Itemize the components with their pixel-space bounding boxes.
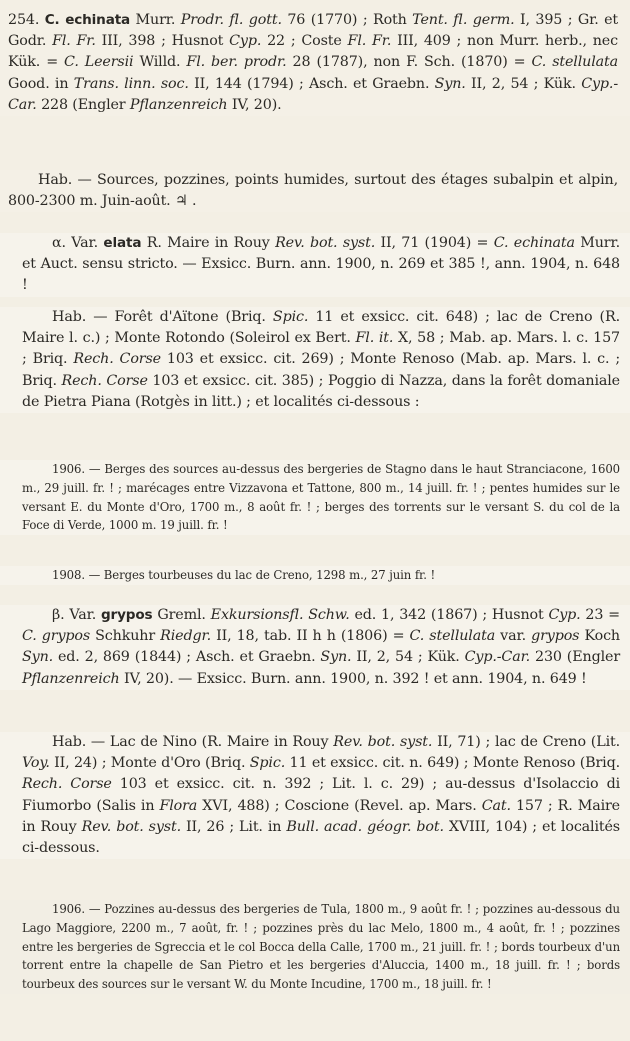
text-fragment: Rev. bot. syst.: [275, 235, 376, 251]
paragraph-habB: [0, 732, 630, 859]
text-fragment: Cyp.-Car.: [8, 75, 618, 113]
text-fragment: C. echinata: [493, 235, 575, 251]
text-fragment: Tent. fl. germ.: [412, 12, 515, 28]
text-fragment: Pflanzenreich: [22, 670, 120, 687]
text-fragment: Murr. et Auct. sensu stricto. — Exsicc. Burn. ann. 1900, n. 269 et 385 !, ann. 1904, n. 648 !: [22, 235, 620, 294]
text-fragment: Syn.: [22, 649, 54, 666]
text-fragment: Koch: [579, 628, 620, 645]
text-fragment: Hab. — Forêt d'Aïtone (Briq.: [52, 309, 273, 325]
text-fragment: Rech. Corse: [61, 372, 148, 389]
text-fragment: Fl. it.: [355, 330, 394, 347]
paragraph-loc1908: [0, 566, 630, 585]
text-fragment: 28 (1787), non F. Sch. (1870) =: [286, 54, 532, 71]
text-fragment: 103 et exsicc. cit. 385) ; Poggio di Nazza, dans la forêt domaniale de Pietra Piana (Rotgès in litt.) ; et localités ci-dessous :: [22, 372, 620, 410]
text-fragment: XVI, 488) ; Coscione (Revel. ap. Mars.: [197, 797, 482, 814]
text-fragment: Exkursionsfl. Schw.: [210, 607, 350, 623]
text-fragment: Rev. bot. syst.: [81, 818, 181, 835]
text-fragment: 254.: [8, 12, 45, 28]
text-fragment: Syn.: [434, 75, 466, 92]
paragraph-loc1906a: [0, 460, 630, 535]
text-fragment: Rev. bot. syst.: [333, 734, 433, 750]
paragraph-habA: [0, 307, 630, 413]
text-fragment: Cyp.: [548, 607, 581, 623]
text-fragment: 76 (1770) ; Roth: [281, 12, 413, 28]
paragraph-loc1906b: [0, 900, 630, 994]
text-fragment: Hab. — Sources, pozzines, points humides, surtout des étages subalpin et alpin, 800-2300 m. Juin-août. ♃ .: [8, 172, 618, 210]
text-fragment: 230 (Engler: [530, 649, 621, 666]
paragraph-p254: [0, 10, 630, 116]
text-fragment: grypos: [531, 628, 580, 645]
paragraph-varB: [0, 605, 630, 690]
text-fragment: Fl. Fr.: [347, 33, 392, 50]
text-fragment: Hab. — Lac de Nino (R. Maire in Rouy: [52, 734, 334, 750]
text-fragment: 23 =: [580, 607, 621, 623]
text-fragment: R. Maire in Rouy: [141, 235, 276, 251]
text-fragment: 228 (Engler: [36, 96, 130, 113]
text-fragment: var.: [495, 628, 532, 645]
text-fragment: Pflanzenreich: [129, 96, 228, 113]
text-fragment: Cat.: [481, 797, 511, 814]
text-fragment: 103 et exsicc. cit. 269) ; Monte Renoso (Mab. ap. Mars. l. c. ; Briq.: [22, 351, 621, 389]
text-fragment: 1906. — Berges des sources au-dessus des bergeries de Stagno dans le haut Stranciacone, 1600 m., 29 juill. fr. ! ; marécages entre Vizzavona et Tattone, 800 m., 14 juill. fr. ! ; pentes humides sur le versant E. du Monte d'Oro, 1700 m., 8 août fr. ! ; berges des torrents sur le versant S. du col de la Foce di Verde, 1000 m. 19 juill. fr. !: [22, 462, 620, 533]
text-fragment: X, 58 ; Mab. ap. Mars. l. c. 157 ; Briq.: [22, 330, 620, 368]
text-fragment: Spic.: [272, 309, 309, 325]
text-fragment: Cyp.-Car.: [464, 649, 531, 666]
text-fragment: Good. in: [8, 75, 74, 92]
text-fragment: III, 409 ; non Murr. herb., nec Kük. =: [8, 33, 618, 71]
text-fragment: 11 et exsicc. cit. n. 649) ; Monte Renoso (Briq.: [285, 755, 620, 772]
text-fragment: IV, 20). — Exsicc. Burn. ann. 1900, n. 392 ! et ann. 1904, n. 649 !: [119, 670, 587, 687]
text-fragment: Schkuhr: [90, 628, 161, 645]
text-fragment: Prodr. fl. gott.: [180, 12, 282, 28]
text-fragment: 103 et exsicc. cit. n. 392 ; Lit. l. c. 29) ; au-dessus d'Isolaccio di Fiumorbo (Salis in: [22, 776, 620, 814]
text-fragment: II, 2, 54 ; Kük.: [465, 75, 582, 92]
text-fragment: 1906. — Pozzines au-dessus des bergeries de Tula, 1800 m., 9 août fr. ! ; pozzines au-dessous du Lago Maggiore, 2200 m., 7 août, fr. ! ; pozzines près du lac Melo, 1800 m., 4 août, fr. ! ; pozzines entre les bergeries de Sgreccia et le col Bocca della Calle, 1700 m., 21 juill. fr. ! ; bords tourbeux d'un torrent entre la chapelle de San Pietro et les bergeries d'Aluccia, 1400 m., 18 juill. fr. ! ; bords tourbeux des sources sur le versant W. du Monte Incudine, 1700 m., 18 juill. fr. !: [22, 902, 620, 992]
text-fragment: Murr.: [130, 12, 181, 28]
text-fragment: II, 18, tab. II h h (1806) =: [211, 628, 410, 645]
text-fragment: Trans. linn. soc.: [73, 75, 189, 92]
text-fragment: II, 2, 54 ; Kük.: [351, 649, 465, 666]
text-fragment: Greml.: [152, 607, 211, 623]
text-fragment: Willd.: [133, 54, 187, 71]
text-fragment: II, 71) ; lac de Creno (Lit.: [432, 734, 620, 750]
text-fragment: Fl. Fr.: [52, 33, 96, 50]
text-fragment: ed. 2, 869 (1844) ; Asch. et Graebn.: [53, 649, 321, 666]
text-fragment: 11 et exsicc. cit. 648) ; lac de Creno (R. Maire l. c.) ; Monte Rotondo (Soleirol ex Bert.: [22, 309, 620, 347]
text-fragment: Voy.: [22, 755, 50, 772]
text-fragment: C. stellulata: [531, 54, 618, 71]
text-fragment: XVIII, 104) ; et localités ci-dessous.: [22, 818, 620, 857]
text-fragment: Riedgr.: [160, 628, 211, 645]
text-fragment: ed. 1, 342 (1867) ; Husnot: [349, 607, 549, 623]
text-fragment: II, 26 ; Lit. in: [180, 818, 287, 835]
text-fragment: Flora: [159, 797, 198, 814]
paragraph-varA: [0, 233, 630, 297]
text-fragment: C. stellulata: [409, 628, 496, 645]
text-fragment: 157 ; R. Maire in Rouy: [22, 797, 620, 835]
text-fragment: I, 395 ; Gr. et Godr.: [8, 12, 618, 50]
text-fragment: Syn.: [320, 649, 352, 666]
text-fragment: Spic.: [249, 755, 286, 772]
text-fragment: IV, 20).: [227, 96, 282, 113]
text-fragment: III, 398 ; Husnot: [95, 33, 230, 50]
text-fragment: Cyp.: [229, 33, 262, 50]
text-fragment: elata: [103, 235, 142, 251]
text-fragment: C. echinata: [44, 12, 131, 28]
text-fragment: C. grypos: [22, 628, 91, 645]
text-fragment: grypos: [100, 607, 153, 623]
text-fragment: β. Var.: [52, 607, 101, 623]
text-fragment: Bull. acad. géogr. bot.: [286, 818, 444, 835]
text-fragment: α. Var.: [52, 235, 104, 251]
text-fragment: Rech. Corse: [73, 351, 161, 368]
text-fragment: 1908. — Berges tourbeuses du lac de Creno, 1298 m., 27 juin fr. !: [52, 568, 436, 582]
text-fragment: C. Leersii: [64, 54, 134, 71]
text-fragment: 22 ; Coste: [261, 33, 348, 50]
text-fragment: II, 144 (1794) ; Asch. et Graebn.: [188, 75, 435, 92]
text-fragment: II, 24) ; Monte d'Oro (Briq.: [49, 755, 250, 772]
text-fragment: Fl. ber. prodr.: [186, 54, 287, 71]
paragraph-hab254: [0, 170, 630, 212]
text-fragment: II, 71 (1904) =: [375, 235, 494, 251]
text-fragment: Rech. Corse: [22, 776, 112, 793]
